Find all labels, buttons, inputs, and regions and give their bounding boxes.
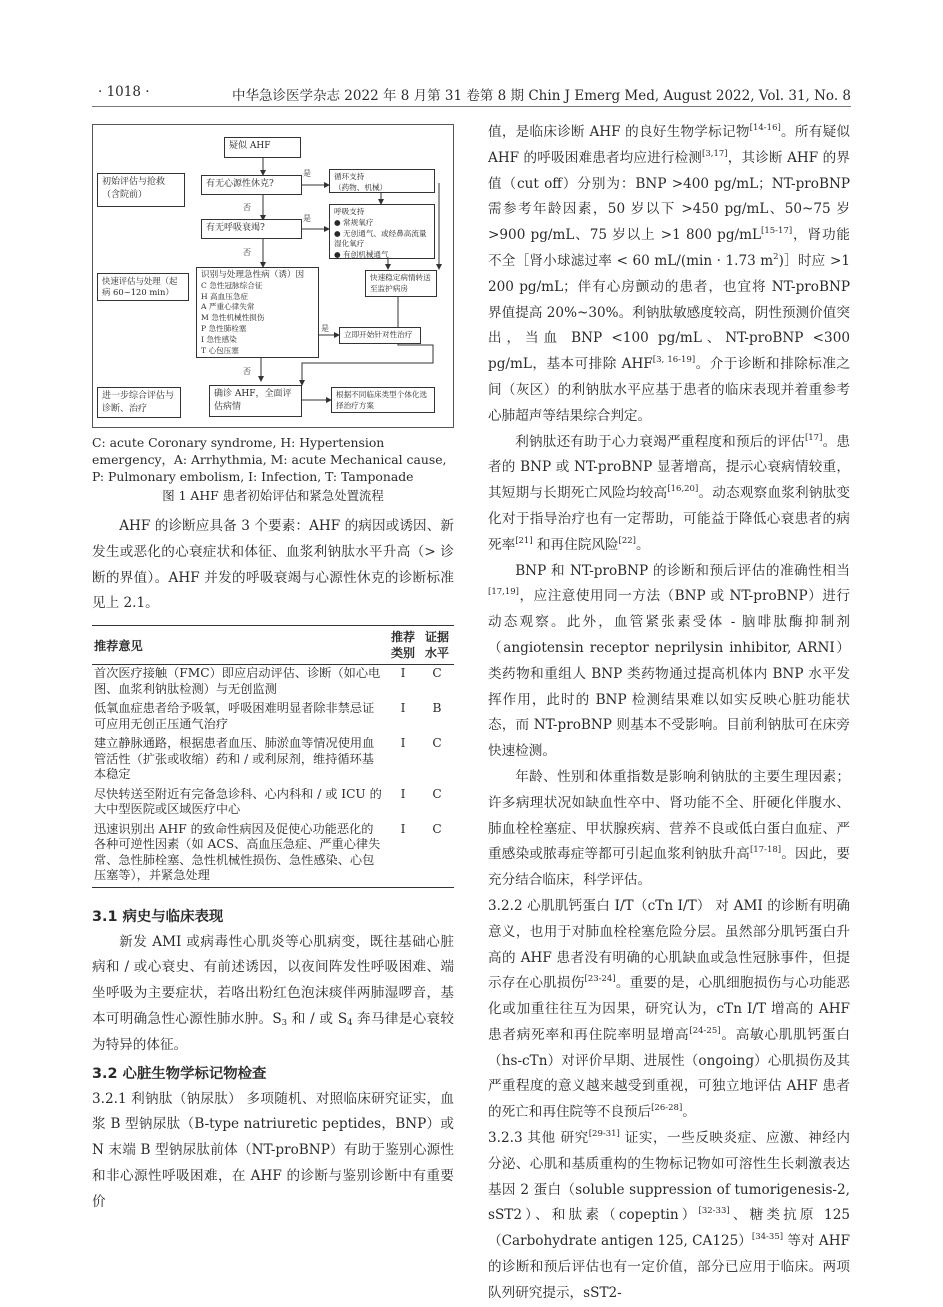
table-row (92, 735, 454, 786)
section-heading-3-1: 3.1 病史与临床表现 (92, 908, 224, 925)
rec-level: C (432, 736, 442, 751)
rec-text: 尽快转送至附近有完备急诊科、心内科和 / 或 ICU 的大中型医院或区域医疗中心 (94, 786, 382, 817)
table-row (92, 821, 454, 888)
text-run: 。 (635, 536, 650, 553)
table-row (92, 786, 454, 821)
cause-item: H 高血压急症 (201, 291, 249, 301)
rec-text: 迅速识别出 AHF 的致命性病因及促使心功能恶化的各种可逆性因素（如 ACS、高血压急症、严重心律失常、急性肺栓塞、急性机械性损伤、急性感染、心包压塞等），并紧急处理 (92, 821, 386, 888)
citation: [3,17] (702, 148, 728, 159)
cause-item: I 急性感染 (201, 334, 237, 344)
cause-item: T 心包压塞 (201, 345, 239, 355)
journal-citation: 中华急诊医学杂志 2022 年 8 月第 31 卷第 8 期 Chin J Emerg Med, August 2022, Vol. 31, No. 8 (232, 88, 851, 104)
figure-title: 图 1 AHF 患者初始评估和紧急处置流程 (162, 488, 384, 503)
citation: [17] (804, 432, 823, 443)
label-no-3: 否 (243, 367, 251, 376)
citation: [16,20] (667, 484, 699, 495)
section-3-1-paragraph (92, 930, 454, 1059)
text-run: ，其诊断 AHF 的界值（cut off）分别为：BNP >400 pg/mL；NT-proBNP 需参考年龄因素，50 岁以下 >450 pg/mL、50~75 岁 >900 pg/mL、75 岁以上 >1 800 pg/mL (488, 149, 850, 244)
text-run: 和再住院风险 (532, 536, 619, 553)
label-yes-2: 是 (303, 214, 311, 223)
citation: [14-16] (749, 123, 781, 133)
text-run: 。患者的 BNP 或 NT-proBNP 显著增高，提示心衰病情较重，其短期与长期死亡风险均较高 (488, 433, 851, 502)
text-run: 。重要的是，心肌细胞损伤与心功能恶化或加重往往互为因果，研究认为，cTn I/T 增高的 AHF 患者病死率和再住院率明显增高 (488, 975, 851, 1043)
cause-item: A 严重心律失常 (201, 302, 255, 312)
superscript: 2 (773, 251, 779, 262)
accuracy-paragraph (488, 559, 850, 765)
text-run: BNP 和 NT-proBNP 的诊断和预后评估的准确性相当 (515, 562, 850, 579)
circulation-support-box (329, 169, 435, 193)
cause-item: C 急性冠脉综合征 (201, 280, 263, 290)
text-run: 。高敏心肌肌钙蛋白（hs-cTn）对评价早期、进展性（ongoing）心肌损伤及其严重程度的意义越来越受到重视，可独立地评估 AHF 患者的死亡和再住院等不良预后 (488, 1026, 851, 1121)
label-yes-3: 是 (321, 324, 329, 333)
section-3-2-1-paragraph (92, 1087, 454, 1216)
respiratory-title: 呼吸支持 (334, 207, 365, 216)
s31-text-c: 奔马律是心衰较为特异的体征。 (92, 1011, 454, 1053)
rec-class: Ⅰ (400, 786, 406, 801)
text-run: 。介于诊断和排除标准之间（灰区）的利钠肽水平应基于患者的临床表现并着重参考心肺超声等结果综合判定。 (488, 356, 851, 424)
diagnosis-box: 确诊 AHF，全面评估病情 (209, 385, 302, 417)
figure-caption-legend: C: acute Coronary syndrome, H: Hypertension emergency，A: Arrhythmia, M: acute Mechanical cause, P: Pulmonary embolism, I: Infection, T: Tamponade (92, 435, 447, 484)
question-shock: 有无心源性休克? (201, 175, 302, 195)
citation: [22] (618, 535, 636, 546)
question-respiratory: 有无呼吸衰竭? (201, 219, 302, 239)
bnp-cutoff-paragraph (488, 120, 850, 430)
rec-class: Ⅰ (400, 736, 406, 751)
citation: [21] (515, 535, 533, 546)
respiratory-item: ● 常规氧疗 (334, 217, 374, 227)
recommendation-table (92, 625, 454, 888)
citation: [23-24] (584, 974, 616, 985)
immediate-treatment-box: 立即开始针对性治疗 (339, 327, 421, 344)
circulation-title: 循环支持 (334, 172, 365, 181)
cause-title: 识别与处理急性病（诱）因 (201, 270, 305, 280)
stage-initial: 初始评估与抢救（含院前） (97, 173, 185, 207)
citation: [32-33] (698, 1206, 730, 1217)
text-run: 值，是临床诊断 AHF 的良好生物学标记物 (488, 124, 750, 140)
rec-level: C (420, 821, 454, 888)
rec-text: 首次医疗接触（FMC）即应启动评估、诊断（如心电图、血浆利钠肽检测）与无创监测 (94, 666, 381, 696)
label-yes-1: 是 (303, 169, 311, 178)
s3-subscript: 3 (281, 1018, 288, 1029)
text-run: 。动态观察血浆利钠肽变化对于指导治疗也有一定帮助，可能益于降低心衰患者的病死率 (488, 485, 851, 553)
text-run: ，肾功能不全［肾小球滤过率 < 60 mL/(min · 1.73 m (488, 227, 850, 269)
left-column (92, 120, 454, 1216)
running-header (92, 84, 851, 107)
subsection-heading-3-2-2: 3.2.2 心肌肌钙蛋白 I/T（cTn I/T） (488, 897, 711, 914)
s321-text: 多项随机、对照临床研究证实，血浆 B 型钠尿肽（B-type natriuretic peptides，BNP）或 N 末端 B 型钠尿肽前体（NT-proBNP）有助于鉴别心源性和非心源性呼吸困难，在 AHF 的诊断与鉴别诊断中有重要价 (92, 1090, 454, 1210)
troponin-paragraph (488, 894, 850, 1126)
table-row (92, 700, 454, 735)
section-heading-3-2: 3.2 心脏生物学标记物检查 (92, 1065, 267, 1082)
page-number: · 1018 · (98, 84, 150, 100)
text-run: 年龄、性别和体重指数是影响利钠肽的主要生理因素；许多病理状况如缺血性卒中、肾功能不全、肝硬化伴腹水、肺血栓栓塞症、甲状腺疾病、营养不良或低白蛋白血症、严重感染或脓毒症等都可引起血浆利钠肽升高 (488, 768, 850, 863)
rec-class: Ⅰ (386, 821, 420, 888)
prognosis-paragraph (488, 430, 850, 559)
right-column (488, 120, 850, 1307)
flowchart-figure (92, 124, 454, 428)
s4-subscript: 4 (347, 1018, 353, 1029)
text-run: 。 (682, 1104, 696, 1121)
text-run: 对 AMI 的诊断有明确意义，也用于对肺血栓栓塞危险分层。虽然部分肌钙蛋白升高的 AHF 患者没有明确的心肌缺血或急性冠脉事件，但提示存在心肌损伤 (488, 897, 850, 992)
transfer-box: 快速稳定病情转送至监护病房 (365, 270, 437, 297)
rec-level: B (432, 701, 442, 716)
s31-text-a: 新发 AMI 或病毒性心肌炎等心肌病变，既往基础心脏病和 / 或心衰史、有前述诱因，以夜间阵发性呼吸困难、端坐呼吸为主要症状，若咯出粉红色泡沫痰伴两肺湿啰音，基本可明确急性心源性肺水肿。S (92, 933, 454, 1028)
text-run: 等对 AHF 的诊断和预后评估也有一定价值，部分已应用于临床。两项队列研究提示，sST2- (488, 1233, 851, 1301)
respiratory-support-box (329, 204, 435, 259)
rec-class: Ⅰ (400, 701, 406, 716)
table-header-row (92, 626, 454, 665)
citation: [29-31] (588, 1129, 620, 1140)
rec-level: C (432, 666, 442, 681)
rec-class: Ⅰ (400, 666, 406, 681)
rec-text: 低氧血症患者给予吸氧，呼吸困难明显者除非禁忌证可应用无创正压通气治疗 (94, 701, 375, 731)
circulation-sub: （药物、机械） (334, 182, 388, 192)
text-run: 。所有疑似 AHF 的呼吸困难患者均应进行检测 (488, 124, 851, 166)
text-run: 利钠肽还有助于心力衰竭严重程度和预后的评估 (515, 433, 805, 450)
citation: [17-18] (749, 845, 782, 856)
label-no-1: 否 (243, 203, 251, 212)
citation: [34-35] (751, 1232, 784, 1243)
subsection-heading-3-2-1: 3.2.1 利钠肽（钠尿肽） (92, 1090, 242, 1107)
citation: [3, 16-19] (652, 355, 696, 366)
respiratory-item: ● 无创通气、或经鼻高流量湿化氧疗 (334, 228, 427, 249)
citation: [26-28] (651, 1103, 683, 1114)
text-run: )］时应 >1 200 pg/mL；伴有心房颤动的患者，也宜将 NT-proBNP 界值提高 20%~30%。利钠肽敏感度较高，阴性预测价值突出，当血 BNP <100 pg/mL、NT-proBNP <300 pg/mL，基本可排除 AHF (488, 252, 850, 373)
citation: [17,19] (488, 587, 519, 598)
label-no-2: 否 (243, 248, 251, 257)
subsection-heading-3-2-3: 3.2.3 其他 (488, 1130, 556, 1147)
s31-text-b: 和 / 或 S (287, 1011, 348, 1028)
col-recommendation: 推荐意见 (92, 626, 386, 665)
rec-text: 建立静脉通路，根据患者血压、肺淤血等情况使用血管活性（扩张或收缩）药和 / 或利尿剂，维持循环基本稳定 (94, 736, 375, 782)
col-level: 证据水平 (420, 626, 454, 665)
col-class: 推荐类别 (386, 626, 420, 665)
text-run: ，应注意使用同一方法（BNP 或 NT-proBNP）进行动态观察。此外，血管紧张素受体 - 脑啡肽酶抑制剂（angiotensin receptor neprilysin inhibitor, ARNI）类药物和重组人 BNP 类药物通过提高机体内 BNP 水平发挥作用，此时的 BNP 检测结果难以如实反映心脏功能状态，而 NT-proBNP 则基本不受影响。目前利钠肽可在床旁快速检测。 (488, 588, 850, 760)
respiratory-item: ● 有创机械通气 (334, 250, 389, 260)
text-run: 证实，一些反映炎症、应激、神经内分泌、心肌和基质重构的生物标记物如可溶性生长刺激表达基因 2 蛋白（soluble suppression of tumorigenesis-2, sST2）、和肽素（copeptin） (488, 1130, 850, 1224)
individualized-treatment-box: 根据不同临床类型个体化选择治疗方案 (331, 387, 435, 413)
text-run: 研究 (555, 1130, 589, 1147)
stage-further: 进一步综合评估与诊断、治疗 (97, 387, 181, 418)
text-run: 、糖类抗原 125（Carbohydrate antigen 125, CA125） (488, 1207, 850, 1250)
factors-paragraph (488, 765, 850, 894)
cause-item: P 急性肺栓塞 (201, 323, 247, 333)
text-run: 。因此，要充分结合临床，科学评估。 (488, 846, 851, 889)
citation: [15-17] (761, 226, 793, 237)
cause-identification-box (196, 267, 319, 358)
citation: [24-25] (689, 1025, 721, 1036)
rec-level: C (432, 786, 442, 801)
stage-rapid: 快速评估与处理（起病 60~120 min） (97, 273, 189, 301)
flow-start-box: 疑似 AHF (224, 137, 301, 158)
cause-item: M 急性机械性损伤 (201, 313, 265, 323)
table-row (92, 665, 454, 701)
diagnosis-paragraph: AHF 的诊断应具备 3 个要素：AHF 的病因或诱因、新发生或恶化的心衰症状和体征、血浆利钠肽水平升高（> 诊断的界值）。AHF 并发的呼吸衰竭与心源性休克的诊断标准见上 2.1。 (92, 518, 454, 612)
